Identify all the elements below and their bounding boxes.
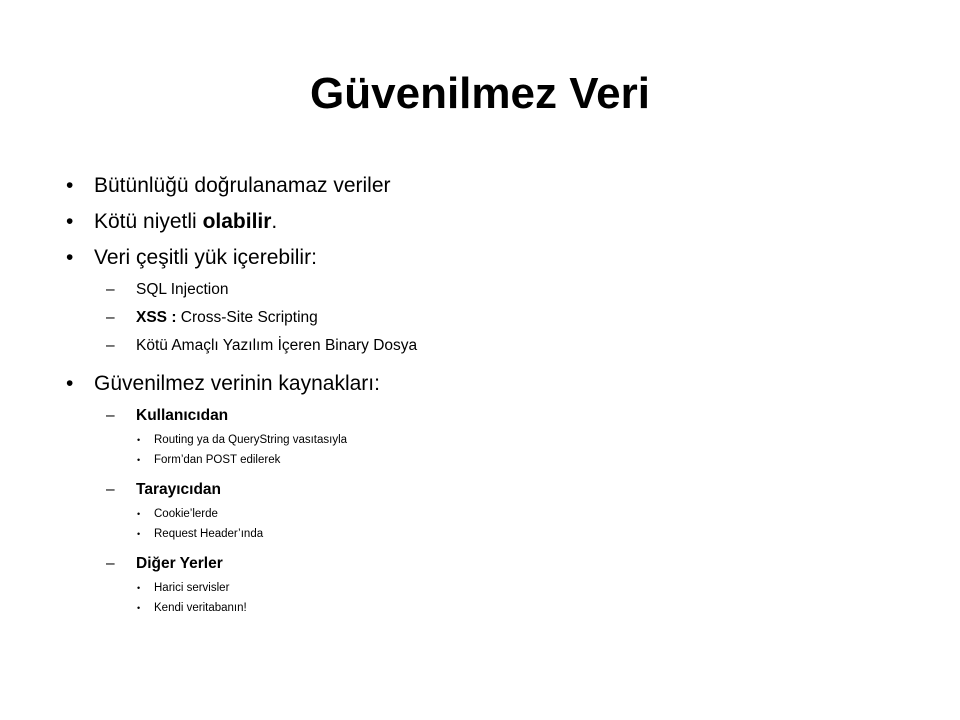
sub-bullet-text: Kötü Amaçlı Yazılım İçeren Binary Dosya [136, 337, 418, 354]
sub-bullet-bold-text: Diğer Yerler [136, 555, 223, 572]
sub-bullet-item [66, 332, 906, 360]
bullet-bold-text: olabilir [202, 210, 272, 233]
sub-sub-bullet-item [66, 450, 906, 470]
sub-sub-bullet-text: Routing ya da QueryString vasıtasıyla [154, 434, 348, 446]
sub-sub-bullet-item [66, 504, 906, 524]
sub-bullet-bold-text: XSS : [136, 309, 177, 326]
sub-bullet-bold-text: Kullanıcıdan [136, 407, 229, 424]
bullet-marker: • [66, 174, 74, 197]
bullet-text: Veri çeşitli yük içerebilir: [94, 246, 317, 269]
bullet-item [66, 168, 906, 204]
sub-sub-bullet-item [66, 430, 906, 450]
sub-sub-bullet-text: Kendi veritabanın! [154, 602, 247, 614]
bullet-text: . [271, 210, 278, 233]
bullet-text: Kötü niyetli [94, 210, 203, 233]
sub-sub-bullet-text: Request Header’ında [154, 528, 264, 540]
dash-marker: – [106, 407, 115, 424]
sub-sub-bullet-item [66, 578, 906, 598]
sub-sub-bullet-text: Cookie’lerde [154, 508, 218, 520]
bullet-text: Bütünlüğü doğrulanamaz veriler [94, 174, 391, 197]
bullet-marker: • [66, 246, 74, 269]
slide-title: Güvenilmez Veri [310, 69, 650, 118]
sub-bullet-text: Cross-Site Scripting [176, 309, 318, 326]
bullet-marker: • [137, 509, 141, 519]
bullet-marker: • [66, 372, 74, 395]
bullet-marker: • [137, 529, 141, 539]
sub-sub-bullet-text: Form’dan POST edilerek [154, 454, 281, 466]
dash-marker: – [106, 281, 115, 298]
sub-sub-bullet-item [66, 598, 906, 618]
bullet-marker: • [137, 455, 141, 465]
bullet-marker: • [137, 603, 141, 613]
sub-sub-bullet-item [66, 524, 906, 544]
sub-bullet-item [66, 276, 906, 304]
dash-marker: – [106, 309, 115, 326]
sub-sub-bullet-text: Harici servisler [154, 582, 230, 594]
bullet-marker: • [66, 210, 74, 233]
dash-marker: – [106, 555, 115, 572]
bullet-list [66, 168, 906, 618]
bullet-item [66, 240, 906, 276]
bullet-item [66, 204, 906, 240]
sub-bullet-item [66, 476, 906, 504]
dash-marker: – [106, 481, 115, 498]
sub-bullet-item [66, 550, 906, 578]
bullet-marker: • [137, 583, 141, 593]
bullet-item [66, 366, 906, 402]
sub-bullet-text: SQL Injection [136, 281, 229, 298]
sub-bullet-item [66, 402, 906, 430]
bullet-marker: • [137, 435, 141, 445]
dash-marker: – [106, 337, 115, 354]
sub-bullet-bold-text: Tarayıcıdan [136, 481, 222, 498]
sub-bullet-item [66, 304, 906, 332]
bullet-text: Güvenilmez verinin kaynakları: [94, 372, 380, 395]
